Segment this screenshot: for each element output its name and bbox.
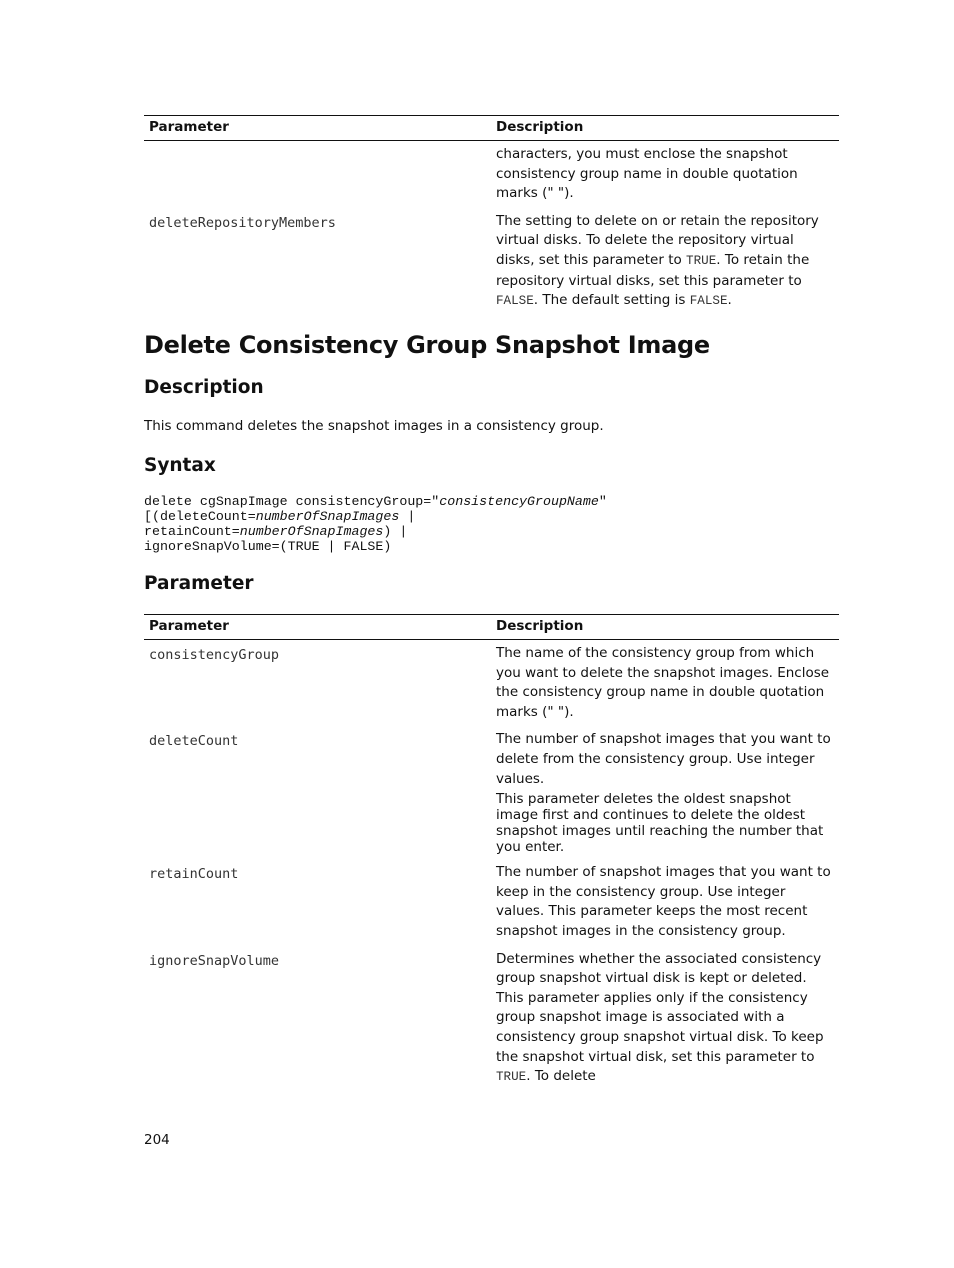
table-row [144,212,839,320]
param-name: retainCount [149,866,239,883]
table-header-row [144,615,839,640]
syntax-placeholder: numberOfSnapImages [255,509,400,524]
table-row [144,950,839,1096]
param-name: ignoreSnapVolume [149,952,280,969]
syntax-heading: Syntax [144,455,216,476]
param-name: deleteRepositoryMembers [149,214,336,231]
code-false: FALSE [689,294,728,309]
code-true: TRUE [686,253,717,268]
code-false: FALSE [496,294,534,309]
param-description: Determines whether the associated consistency group snapshot virtual disk is kept or deleted. This parameter applies only if the consistency group snapshot image is associated with a consistency group snapshot virtual disk. To keep the snapshot virtual disk, set this parameter to TRUE. To delete [496,950,824,1085]
param-description: characters, you must enclose the snapshot consistency group name in double quotation marks (" "). [496,146,798,202]
code-true: TRUE [496,1070,527,1085]
table-row [144,730,839,863]
table-row [144,141,839,212]
param-name [144,141,491,212]
page-number: 204 [144,1132,170,1148]
param-name: deleteCount [149,733,239,750]
table-row [144,863,839,949]
header-description: Description [491,615,839,640]
header-description: Description [491,116,839,141]
syntax-placeholder: numberOfSnapImages [239,524,384,539]
param-description: The number of snapshot images that you want to delete from the consistency group. Use integer values. This parameter deletes the oldest snapshot image first and continues to delete the oldest snapshot images until reaching the number that you enter. [491,730,839,863]
description-text: This command deletes the snapshot images in a consistency group. [144,418,604,434]
param-name: consistencyGroup [149,647,280,663]
syntax-placeholder: consistencyGroupName [439,494,599,509]
table-header-row [144,116,839,141]
param-description: The setting to delete on or retain the repository virtual disks. To delete the repository virtual disks, set this parameter to TRUE. To retain the repository virtual disks, set this parameter to FALSE. The default setting is FALSE. [496,212,819,309]
description-heading: Description [144,377,264,398]
page-title: Delete Consistency Group Snapshot Image [144,331,710,359]
header-parameter: Parameter [144,615,491,640]
parameter-table [144,614,839,1096]
param-note: This parameter deletes the oldest snapshot image first and continues to delete the oldest snapshot images until reaching the number that you enter. [496,791,824,856]
table-row [144,640,839,731]
syntax-code-block: delete cgSnapImage consistencyGroup="consistencyGroupName" [(deleteCount=numberOfSnapImages | retainCount=numberOfSnapImages) | ignoreSnapVolume=(TRUE | FALSE) [144,494,607,554]
param-description: The name of the consistency group from which you want to delete the snapshot images. Enclose the consistency group name in double quotation marks (" "). [496,645,830,720]
parameter-table-continued [144,115,839,320]
param-description: The number of snapshot images that you want to keep in the consistency group. Use integer values. This parameter keeps the most recent snapshot images in the consistency group. [496,864,831,939]
header-parameter: Parameter [144,116,491,141]
parameter-heading: Parameter [144,573,254,594]
